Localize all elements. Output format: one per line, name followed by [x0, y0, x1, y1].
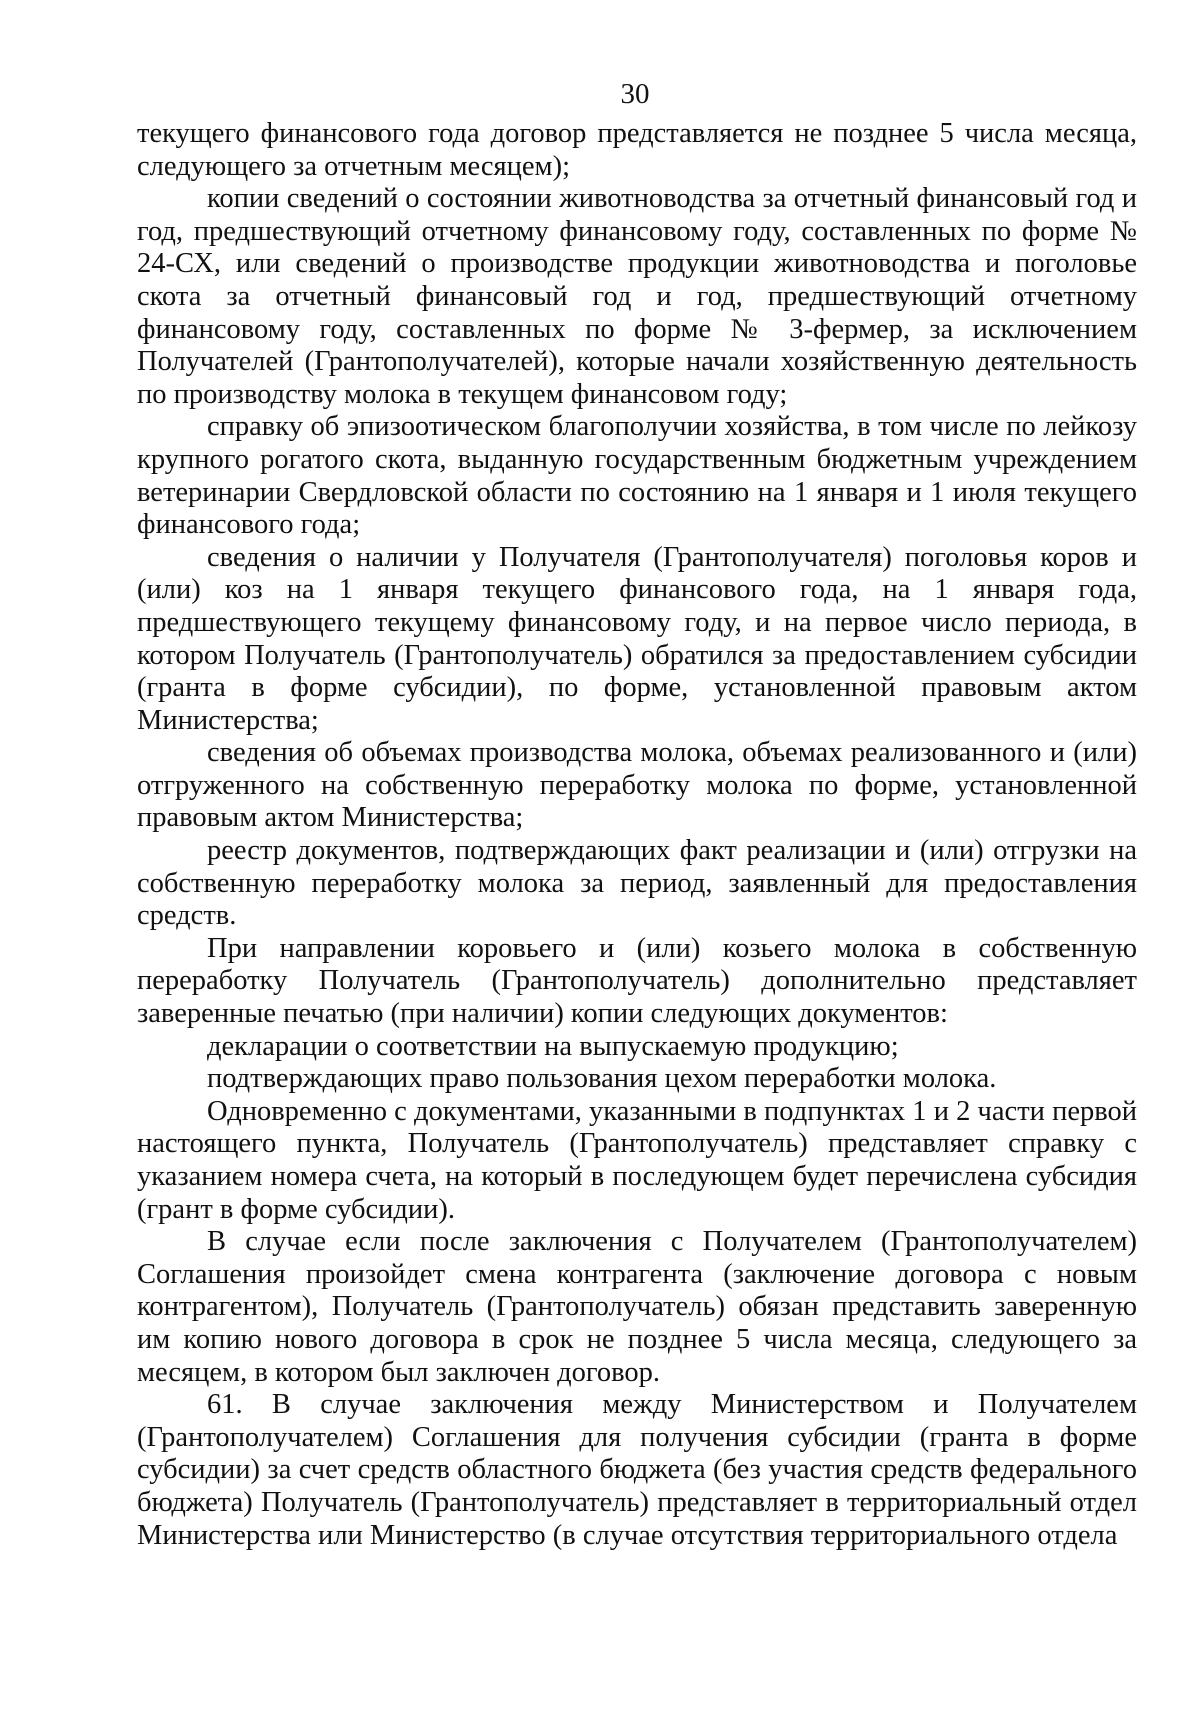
page-number: 30 — [620, 78, 650, 110]
paragraph: сведения об объемах производства молока, объемах реализованного и (или) отгруженного на собственную переработку молока по форме, установленной правовым актом Министерства; — [137, 737, 1137, 834]
paragraph: текущего финансового года договор представляется не позднее 5 числа месяца, следующего за отчетным месяцем); — [137, 118, 1137, 182]
paragraph: подтверждающих право пользования цехом переработки молока. — [207, 1063, 997, 1095]
paragraph: В случае если после заключения с Получателем (Грантополучателем) Соглашения произойдет смена контрагента (заключение договора с новым контрагентом), Получатель (Грантополучатель) обязан представить заверенную им копию нового договора в срок не позднее 5 числа месяца, следующего за месяцем, в котором был заключен договор. — [137, 1226, 1137, 1388]
paragraph: копии сведений о состоянии животноводства за отчетный финансовый год и год, предшествующий отчетному финансовому году, составленных по форме № 24-СХ, или сведений о производстве продукции животноводства и поголовье скота за отчетный финансовый год и год, предшествующий отчетному финансовому году, составленных по форме № 3-фермер, за исключением Получателей (Грантополучателей), которые начали хозяйственную деятельность по производству молока в текущем финансовом году; — [137, 183, 1137, 410]
paragraph: декларации о соответствии на выпускаемую продукцию; — [207, 1030, 899, 1062]
paragraph: При направлении коровьего и (или) козьего молока в собственную переработку Получатель (Грантополучатель) дополнительно представляет заверенные печатью (при наличии) копии следующих документов: — [137, 932, 1137, 1030]
paragraph: 61. В случае заключения между Министерством и Получателем (Грантополучателем) Соглашения для получения субсидии (гранта в форме субсидии) за счет средств областного бюджета (без участия средств федерального бюджета) Получатель (Грантополучатель) представляет в территориальный отдел Министерства или Министерство (в случае отсутствия территориального отдела — [137, 1389, 1137, 1551]
document-body — [137, 118, 1137, 1552]
paragraph: справку об эпизоотическом благополучии хозяйства, в том числе по лейкозу крупного рогатого скота, выданную государственным бюджетным учреждением ветеринарии Свердловской области по состоянию на 1 января и 1 июля текущего финансового года; — [137, 411, 1137, 541]
paragraph: Одновременно с документами, указанными в подпунктах 1 и 2 части первой настоящего пункта, Получатель (Грантополучатель) представляет справку с указанием номера счета, на который в последующем будет перечислена субсидия (грант в форме субсидии). — [137, 1095, 1137, 1225]
paragraph: сведения о наличии у Получателя (Грантополучателя) поголовья коров и (или) коз на 1 января текущего финансового года, на 1 января года, предшествующего текущему финансовому году, и на первое число периода, в котором Получатель (Грантополучатель) обратился за предоставлением субсидии (гранта в форме субсидии), по форме, установленной правовым актом Министерства; — [137, 541, 1137, 736]
paragraph: реестр документов, подтверждающих факт реализации и (или) отгрузки на собственную переработку молока за период, заявленный для предоставления средств. — [137, 835, 1137, 932]
